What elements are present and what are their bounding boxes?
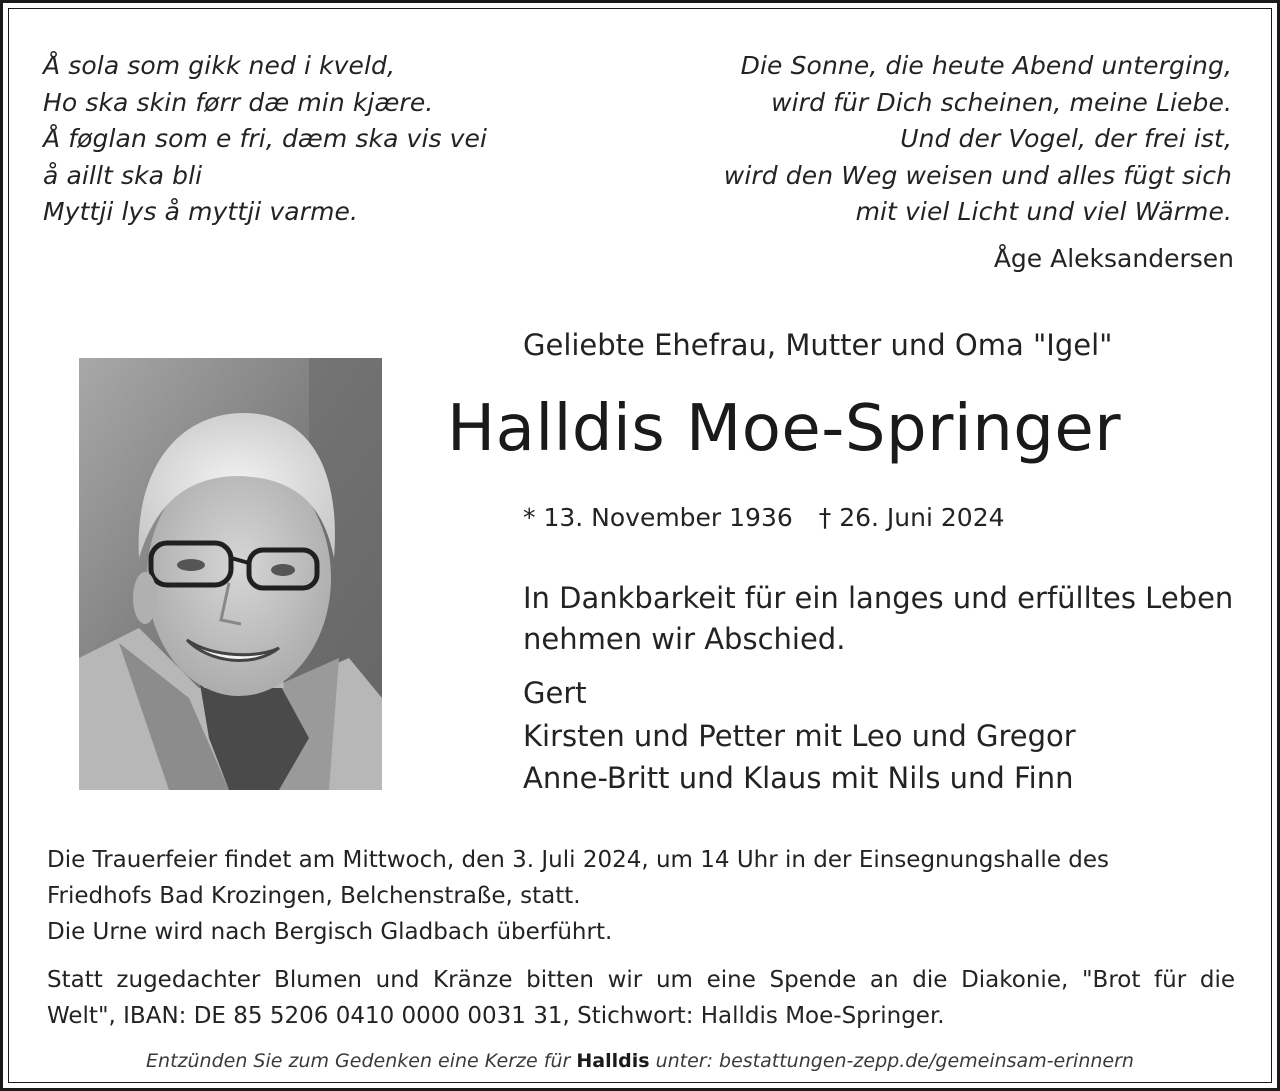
service-line: Friedhofs Bad Krozingen, Belchenstraße, statt. xyxy=(47,883,581,909)
poem-line: Myttji lys å myttji varme. xyxy=(43,197,359,226)
deceased-name: Halldis Moe-Springer xyxy=(447,392,1122,466)
family-line: Kirsten und Petter mit Leo und Gregor xyxy=(523,718,1076,753)
poem-line: å aillt ska bli xyxy=(43,160,203,190)
thanks-line: nehmen wir Abschied. xyxy=(523,622,846,656)
footer-prefix: Entzünden Sie zum Gedenken eine Kerze für xyxy=(146,1050,571,1072)
donation-info xyxy=(47,962,1235,1034)
thanks-text xyxy=(523,578,1233,660)
poem-line: Å føglan som e fri, dæm ska vis vei xyxy=(43,124,488,153)
poem-line: wird für Dich scheinen, meine Liebe. xyxy=(771,87,1232,117)
poem-line: mit viel Licht und viel Wärme. xyxy=(855,197,1232,226)
service-info xyxy=(47,842,1233,950)
donation-line: Welt", IBAN: DE 85 5206 0410 0000 0031 31, Stichwort: Halldis Moe-Springer. xyxy=(47,1003,945,1029)
family-line: Gert xyxy=(523,676,587,710)
poem-line: Die Sonne, die heute Abend unterging, xyxy=(740,51,1232,80)
service-line: Die Trauerfeier findet am Mittwoch, den 3. Juli 2024, um 14 Uhr in der Einsegnungshalle des xyxy=(47,847,1110,873)
subtitle: Geliebte Ehefrau, Mutter und Oma "Igel" xyxy=(523,328,1113,362)
family-list xyxy=(523,672,1076,800)
portrait-photo xyxy=(79,358,382,790)
family-line: Anne-Britt und Klaus mit Nils und Finn xyxy=(523,761,1074,795)
poem-german xyxy=(724,48,1232,231)
thanks-line: In Dankbarkeit für ein langes und erfülltes Leben xyxy=(523,581,1234,615)
poem-line: wird den Weg weisen und alles fügt sich xyxy=(723,160,1232,190)
candle-footer xyxy=(0,1050,1280,1072)
footer-name: Halldis xyxy=(576,1050,650,1072)
poem-line: Å sola som gikk ned i kveld, xyxy=(43,51,396,80)
poem-line: Ho ska skin førr dæ min kjære. xyxy=(43,87,434,117)
life-dates xyxy=(523,503,1005,532)
poem-author: Åge Aleksandersen xyxy=(993,244,1234,273)
donation-line: Statt zugedachter Blumen und Kränze bitten wir um eine Spende an die Diakonie, "Brot für die xyxy=(47,967,1235,993)
footer-link[interactable]: unter: bestattungen-zepp.de/gemeinsam-erinnern xyxy=(655,1050,1134,1072)
service-line: Die Urne wird nach Bergisch Gladbach überführt. xyxy=(47,919,613,945)
birth-date: * 13. November 1936 xyxy=(523,503,793,532)
poem-line: Und der Vogel, der frei ist, xyxy=(900,124,1232,153)
death-date: † 26. Juni 2024 xyxy=(818,503,1005,532)
poem-norwegian xyxy=(43,48,487,231)
